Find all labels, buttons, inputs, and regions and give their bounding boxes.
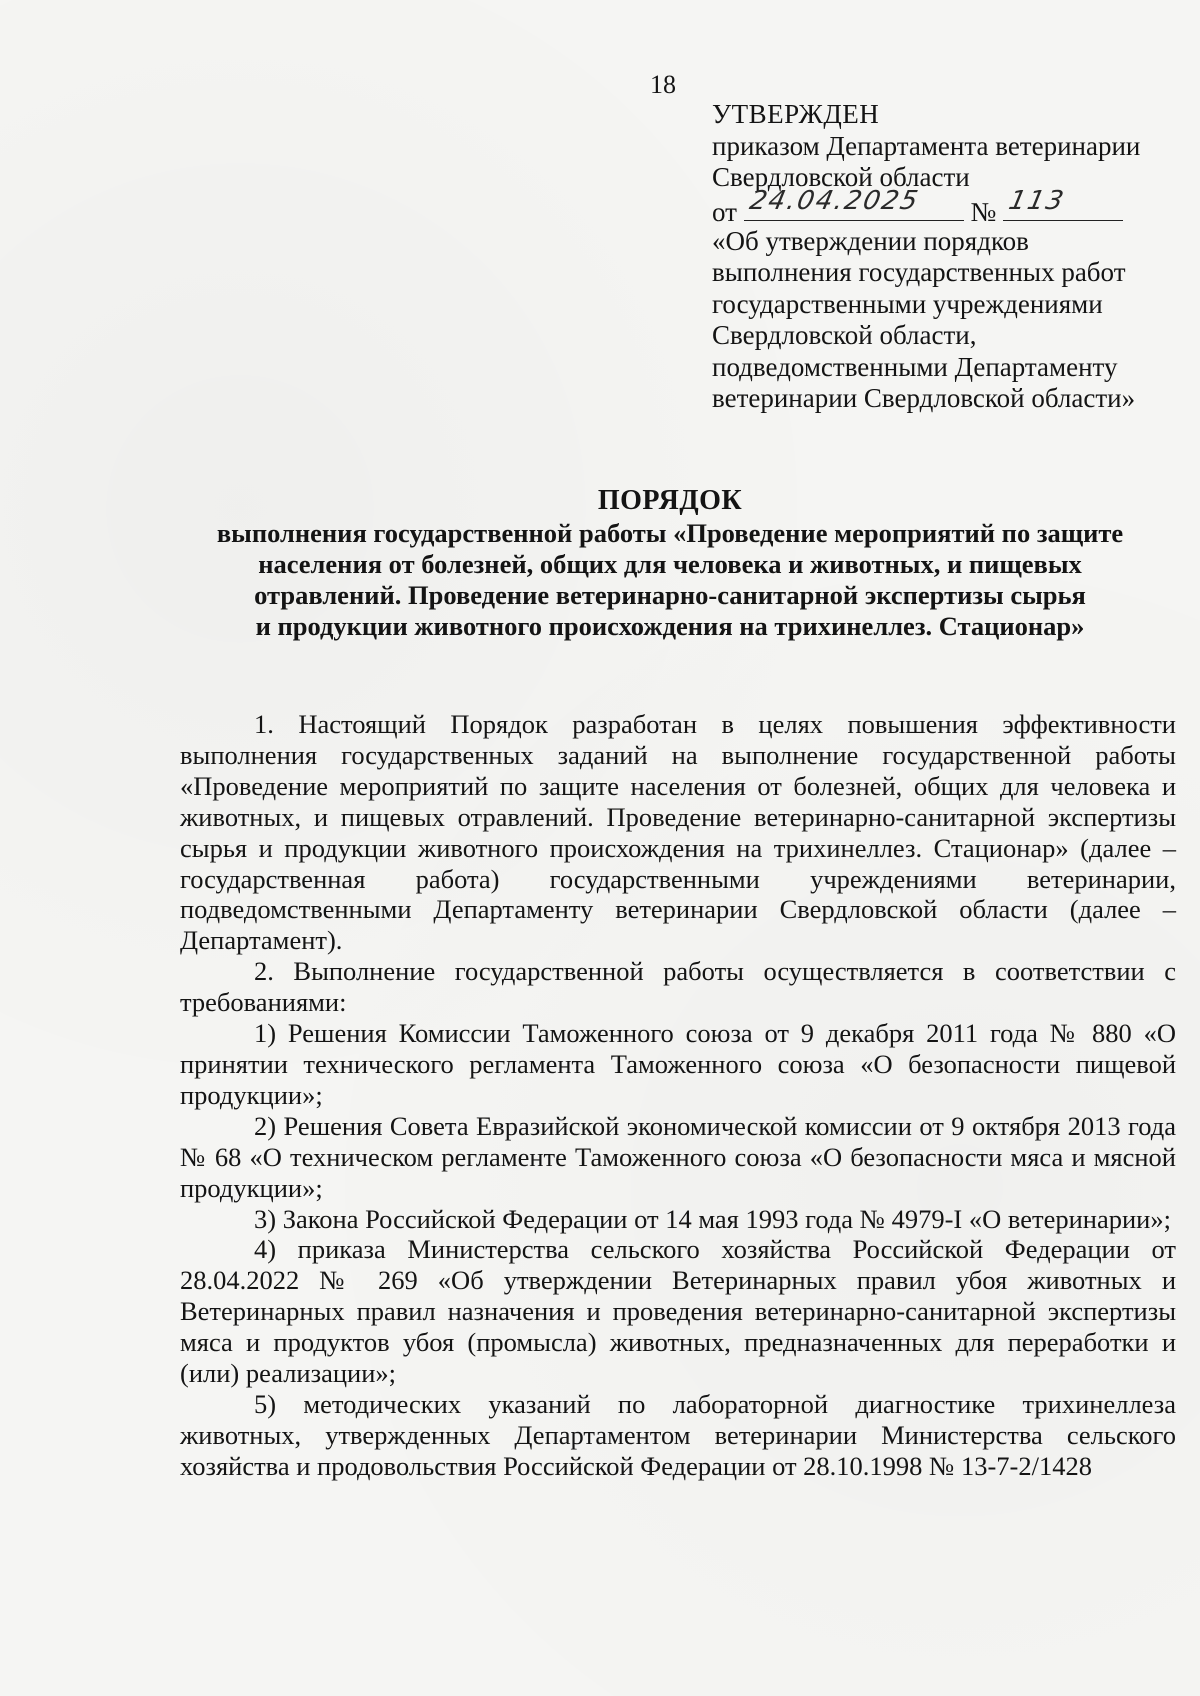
handwritten-date: 24.04.2025 xyxy=(746,186,922,216)
approval-subject-line: «Об утверждении порядков xyxy=(712,225,1029,256)
document-body xyxy=(180,709,1176,1482)
paragraph: 1. Настоящий Порядок разработан в целях повышения эффективности выполнения государственных заданий на выполнение государственной работы «Проведение мероприятий по защите населения от болезней, общих для человека и животных, и пищевых отравлений. Проведение ветеринарно-санитарной экспертизы сырья и продукции животного происхождения на трихинеллез. Стационар» (далее – государственная работа) государственными учреждениями ветеринарии, подведомственными Департаменту ветеринарии Свердловской области (далее – Департамент). xyxy=(180,709,1176,956)
handwritten-number: 113 xyxy=(1005,186,1068,216)
order-date-number-line xyxy=(712,186,1182,227)
document-subtitle-line: выполнения государственной работы «Проведение мероприятий по защите xyxy=(216,518,1124,548)
approval-heading: УТВЕРЖДЕН xyxy=(712,99,880,129)
paragraph: 4) приказа Министерства сельского хозяйства Российской Федерации от 28.04.2022 № 269 «Об утверждении Ветеринарных правил убоя животных и Ветеринарных правил назначения и проведения ветеринарно-санитарной экспертизы мяса и продуктов убоя (промысла) животных, предназначенных для переработки и (или) реализации»; xyxy=(180,1234,1176,1389)
approval-line: Свердловской области xyxy=(712,162,970,192)
paragraph: 2) Решения Совета Евразийской экономической комиссии от 9 октября 2013 года № 68 «О техническом регламенте Таможенного союза «О безопасности мяса и мясной продукции»; xyxy=(180,1110,1176,1203)
approval-subject-line: ветеринарии Свердловской области» xyxy=(712,383,1136,413)
paragraph: 1) Решения Комиссии Таможенного союза от 9 декабря 2011 года № 880 «О принятии технического регламента Таможенного союза «О безопасности пищевой продукции»; xyxy=(180,1018,1176,1110)
approval-block xyxy=(712,99,1182,415)
document-subtitle-line: отравлений. Проведение ветеринарно-санитарной экспертизы сырья xyxy=(254,580,1086,610)
approval-subject-line: подведомственными Департаменту xyxy=(712,351,1118,382)
document-title: ПОРЯДОК xyxy=(597,485,743,516)
date-blank xyxy=(744,186,964,221)
paragraph: 3) Закона Российской Федерации от 14 мая 1993 года № 4979-I «О ветеринарии»; xyxy=(254,1203,1171,1234)
document-subtitle-line: населения от болезней, общих для человека и животных, и пищевых xyxy=(258,549,1082,579)
number-blank xyxy=(1003,186,1123,221)
document-subtitle-line: и продукции животного происхождения на трихинеллез. Стационар» xyxy=(255,611,1085,641)
page-number: 18 xyxy=(650,70,676,99)
date-prefix: от xyxy=(712,196,737,227)
approval-subject-line: выполнения государственных работ xyxy=(712,257,1126,287)
approval-subject-line: Свердловской области, xyxy=(712,320,977,350)
approval-line: приказом Департамента ветеринарии xyxy=(712,130,1141,161)
approval-subject-line: государственными учреждениями xyxy=(712,288,1103,319)
paragraph: 5) методических указаний по лабораторной диагностике трихинеллеза животных, утвержденных Департаментом ветеринарии Министерства сельского хозяйства и продовольствия Российской Федерации от 28.10.1998 № 13-7-2/1428 xyxy=(180,1388,1176,1481)
number-prefix: № xyxy=(970,196,997,227)
paragraph: 2. Выполнение государственной работы осуществляется в соответствии с требованиями: xyxy=(180,956,1176,1018)
document-title-block xyxy=(150,484,1190,642)
